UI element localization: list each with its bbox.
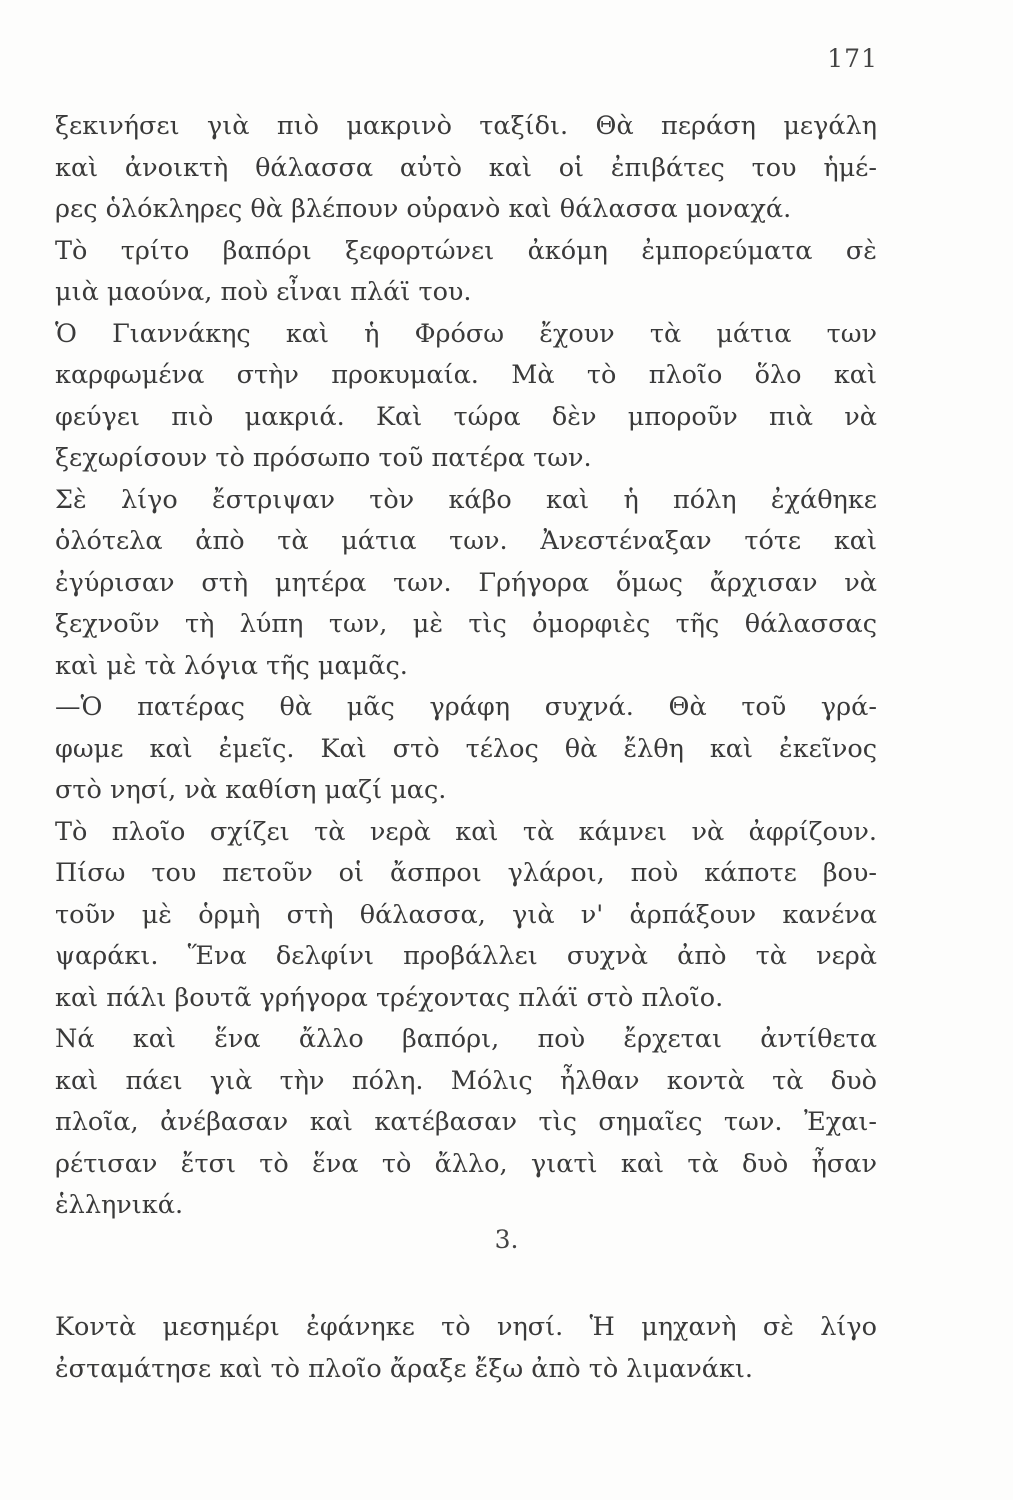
text-line: φεύγει πιὸ μακριά. Καὶ τώρα δὲν μποροῦν πιὰ νὰ [55, 401, 877, 432]
text-line: ξεχωρίσουν τὸ πρόσωπο τοῦ πατέρα των. [55, 443, 592, 473]
section-number: 3. [494, 1225, 519, 1254]
text-line: ἐσταμάτησε καὶ τὸ πλοῖο ἄραξε ἔξω ἀπὸ τὸ λιμανάκι. [55, 1353, 754, 1384]
text-line: πλοῖα, ἀνέβασαν καὶ κατέβασαν τὶς σημαῖες των. Ἐχαι- [55, 1107, 877, 1137]
text-line: καὶ πάλι βουτᾶ γρήγορα τρέχοντας πλάϊ στὸ πλοῖο. [55, 982, 724, 1013]
text-line: ξεχνοῦν τὴ λύπη των, μὲ τὶς ὀμορφιὲς τῆς θάλασσας [55, 609, 877, 639]
text-line: ὁλότελα ἀπὸ τὰ μάτια των. Ἀνεστέναξαν τότε καὶ [55, 526, 877, 556]
text-line: καὶ μὲ τὰ λόγια τῆς μαμᾶς. [55, 650, 408, 681]
text-line: ξεκινήσει γιὰ πιὸ μακρινὸ ταξίδι. Θὰ περάση μεγάλη [55, 111, 877, 141]
text-line: φωμε καὶ ἐμεῖς. Καὶ στὸ τέλος θὰ ἔλθη καὶ ἐκεῖνος [55, 733, 877, 764]
body-text [55, 106, 877, 1227]
text-line: Κοντὰ μεσημέρι ἐφάνηκε τὸ νησί. Ἡ μηχανὴ σὲ λίγο [55, 1312, 877, 1342]
text-line: καὶ πάει γιὰ τὴν πόλη. Μόλις ἦλθαν κοντὰ τὰ δυὸ [55, 1065, 877, 1096]
text-line: Τὸ πλοῖο σχίζει τὰ νερὰ καὶ τὰ κάμνει νὰ ἀφρίζουν. [55, 816, 877, 847]
text-line: ρέτισαν ἔτσι τὸ ἕνα τὸ ἄλλο, γιατὶ καὶ τὰ δυὸ ἦσαν [55, 1148, 877, 1179]
text-line: καρφωμένα στὴν προκυμαία. Μὰ τὸ πλοῖο ὅλο καὶ [55, 360, 877, 390]
text-line: Νά καὶ ἕνα ἄλλο βαπόρι, ποὺ ἔρχεται ἀντίθετα [55, 1024, 877, 1054]
text-line: —Ὁ πατέρας θὰ μᾶς γράφη συχνά. Θὰ τοῦ γρά- [55, 692, 877, 722]
text-line: στὸ νησί, νὰ καθίση μαζί μας. [55, 775, 447, 805]
page-number: 171 [827, 44, 878, 73]
text-line: ἑλληνικά. [55, 1190, 184, 1220]
text-line: ψαράκι. Ἕνα δελφίνι προβάλλει συχνὰ ἀπὸ τὰ νερὰ [55, 941, 877, 971]
text-line: τοῦν μὲ ὁρμὴ στὴ θάλασσα, γιὰ ν' ἁρπάξουν κανένα [55, 899, 877, 930]
text-line: μιὰ μαούνα, ποὺ εἶναι πλάϊ του. [55, 277, 472, 307]
text-line: Ὁ Γιαννάκης καὶ ἡ Φρόσω ἔχουν τὰ μάτια των [55, 318, 877, 349]
text-line: ρες ὁλόκληρες θὰ βλέπουν οὐρανὸ καὶ θάλασσα μοναχά. [55, 194, 792, 224]
text-line: Πίσω του πετοῦν οἱ ἄσπροι γλάροι, ποὺ κάποτε βου- [55, 858, 877, 888]
text-line: καὶ ἀνοικτὴ θάλασσα αὐτὸ καὶ οἱ ἐπιβάτες του ἡμέ- [55, 152, 877, 183]
text-line: ἐγύρισαν στὴ μητέρα των. Γρήγορα ὅμως ἄρχισαν νὰ [55, 567, 877, 598]
body-text-section-3 [55, 1307, 877, 1390]
text-line: Σὲ λίγο ἔστριψαν τὸν κάβο καὶ ἡ πόλη ἐχάθηκε [55, 484, 877, 515]
text-line: Τὸ τρίτο βαπόρι ξεφορτώνει ἀκόμη ἐμπορεύματα σὲ [55, 235, 877, 266]
